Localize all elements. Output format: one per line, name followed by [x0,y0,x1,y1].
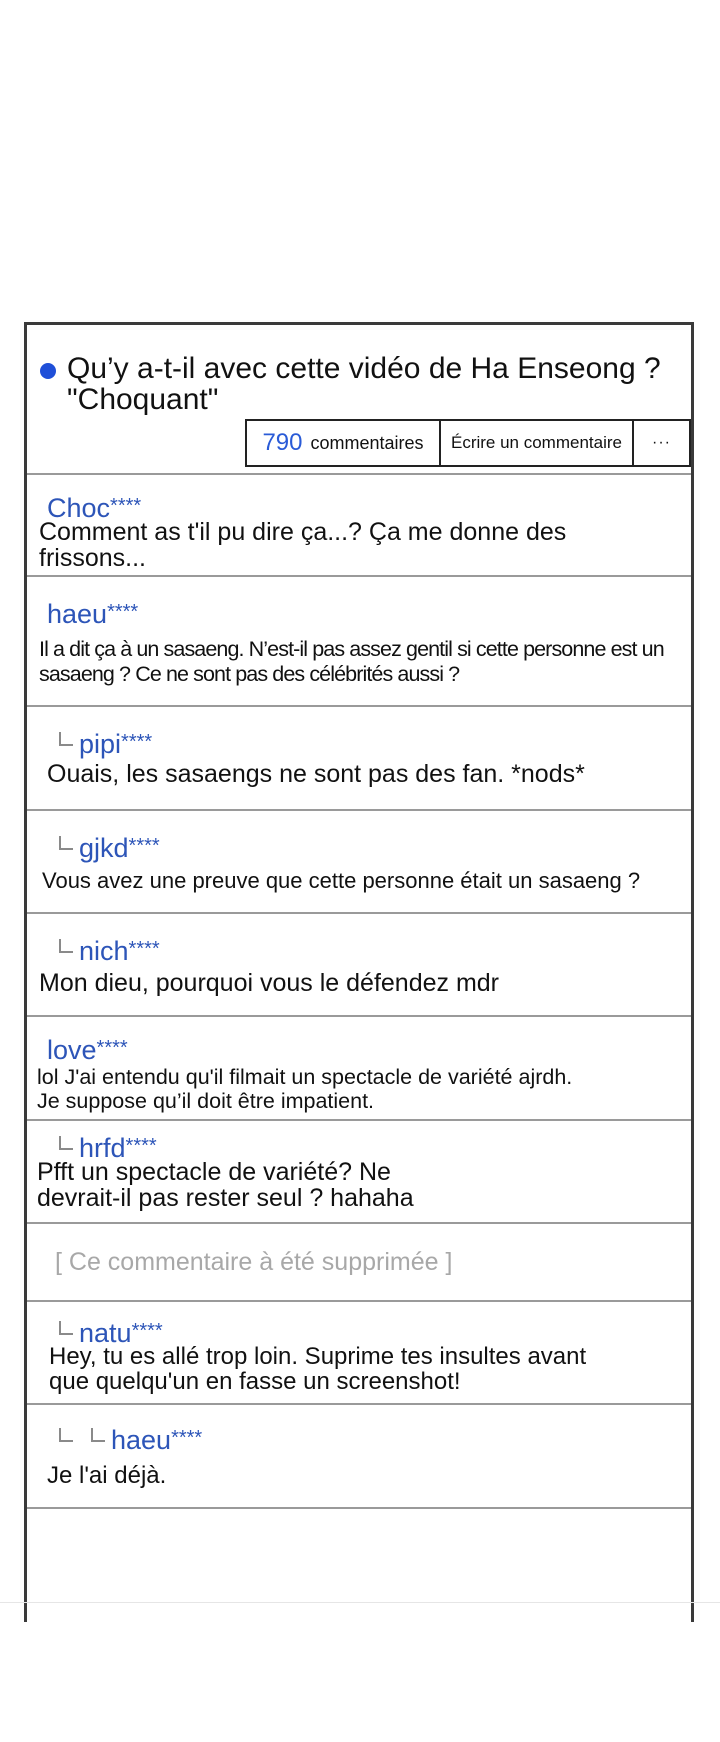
comment-username[interactable]: haeu**** [59,1425,202,1456]
deleted-comment-row [27,1224,691,1302]
post-title: Qu’y a-t-il avec cette vidéo de Ha Enseong ? "Choquant" [67,352,661,416]
reply-indicator-icon [59,836,73,850]
comment-username[interactable]: hrfd**** [59,1133,157,1164]
comment-count: 790 [262,429,303,456]
comment-action-bar [245,419,691,467]
reply-row [27,707,691,811]
comments-count-button[interactable] [247,421,441,465]
comment-username[interactable]: nich**** [59,936,160,967]
comment-username[interactable]: haeu**** [47,599,139,629]
comment-text: Il a dit ça à un sasaeng. N’est-il pas assez gentil si cette personne est un sasaeng ? Ce ne sont pas des célébrités aussi ? [39,637,664,686]
comment-username[interactable]: natu**** [59,1318,163,1349]
comment-thread-panel [24,322,694,1622]
comment-text: Je l'ai déjà. [47,1462,167,1489]
comment-row [27,473,691,577]
comment-text: Ouais, les sasaengs ne sont pas des fan. *nods* [47,760,585,788]
comment-username[interactable]: gjkd**** [59,833,160,864]
comment-text: Hey, tu es allé trop loin. Suprime tes insultes avant que quelqu'un en fasse un screenshot! [49,1343,587,1395]
comments-label: commentaires [310,432,424,453]
reply-row [27,914,691,1017]
write-comment-button[interactable]: Écrire un commentaire [441,421,634,465]
reply-row [27,1302,691,1405]
bullet-dot-icon [40,363,56,379]
more-options-button[interactable]: ··· [652,434,671,451]
divider [0,1602,720,1603]
comment-text: lol J'ai entendu qu'il filmait un spectacle de variété ajrdh. Je suppose qu’il doit être impatient. [37,1065,573,1113]
comment-row [27,577,691,707]
nested-reply-row [27,1405,691,1509]
comment-text: Comment as t'il pu dire ça...? Ça me donne des frissons... [39,518,567,572]
comment-row [27,1017,691,1121]
reply-indicator-icon [59,1428,73,1442]
comment-text: Mon dieu, pourquoi vous le défendez mdr [39,969,500,997]
comment-username[interactable]: love**** [47,1035,128,1065]
reply-indicator-icon [59,1321,73,1335]
reply-indicator-icon [59,939,73,953]
comment-text: Vous avez une preuve que cette personne était un sasaeng ? [42,868,641,893]
reply-indicator-icon [59,1136,73,1150]
reply-indicator-icon [91,1428,105,1442]
comment-text: Pfft un spectacle de variété? Ne devrait-il pas rester seul ? hahaha [37,1158,414,1212]
reply-row [27,1121,691,1224]
comment-username[interactable]: Choc**** [47,493,142,523]
post-header [27,325,691,475]
reply-row [27,811,691,914]
reply-indicator-icon [59,732,73,746]
deleted-comment-notice: [ Ce commentaire à été supprimée ] [55,1248,453,1276]
comment-username[interactable]: pipi**** [59,729,152,760]
